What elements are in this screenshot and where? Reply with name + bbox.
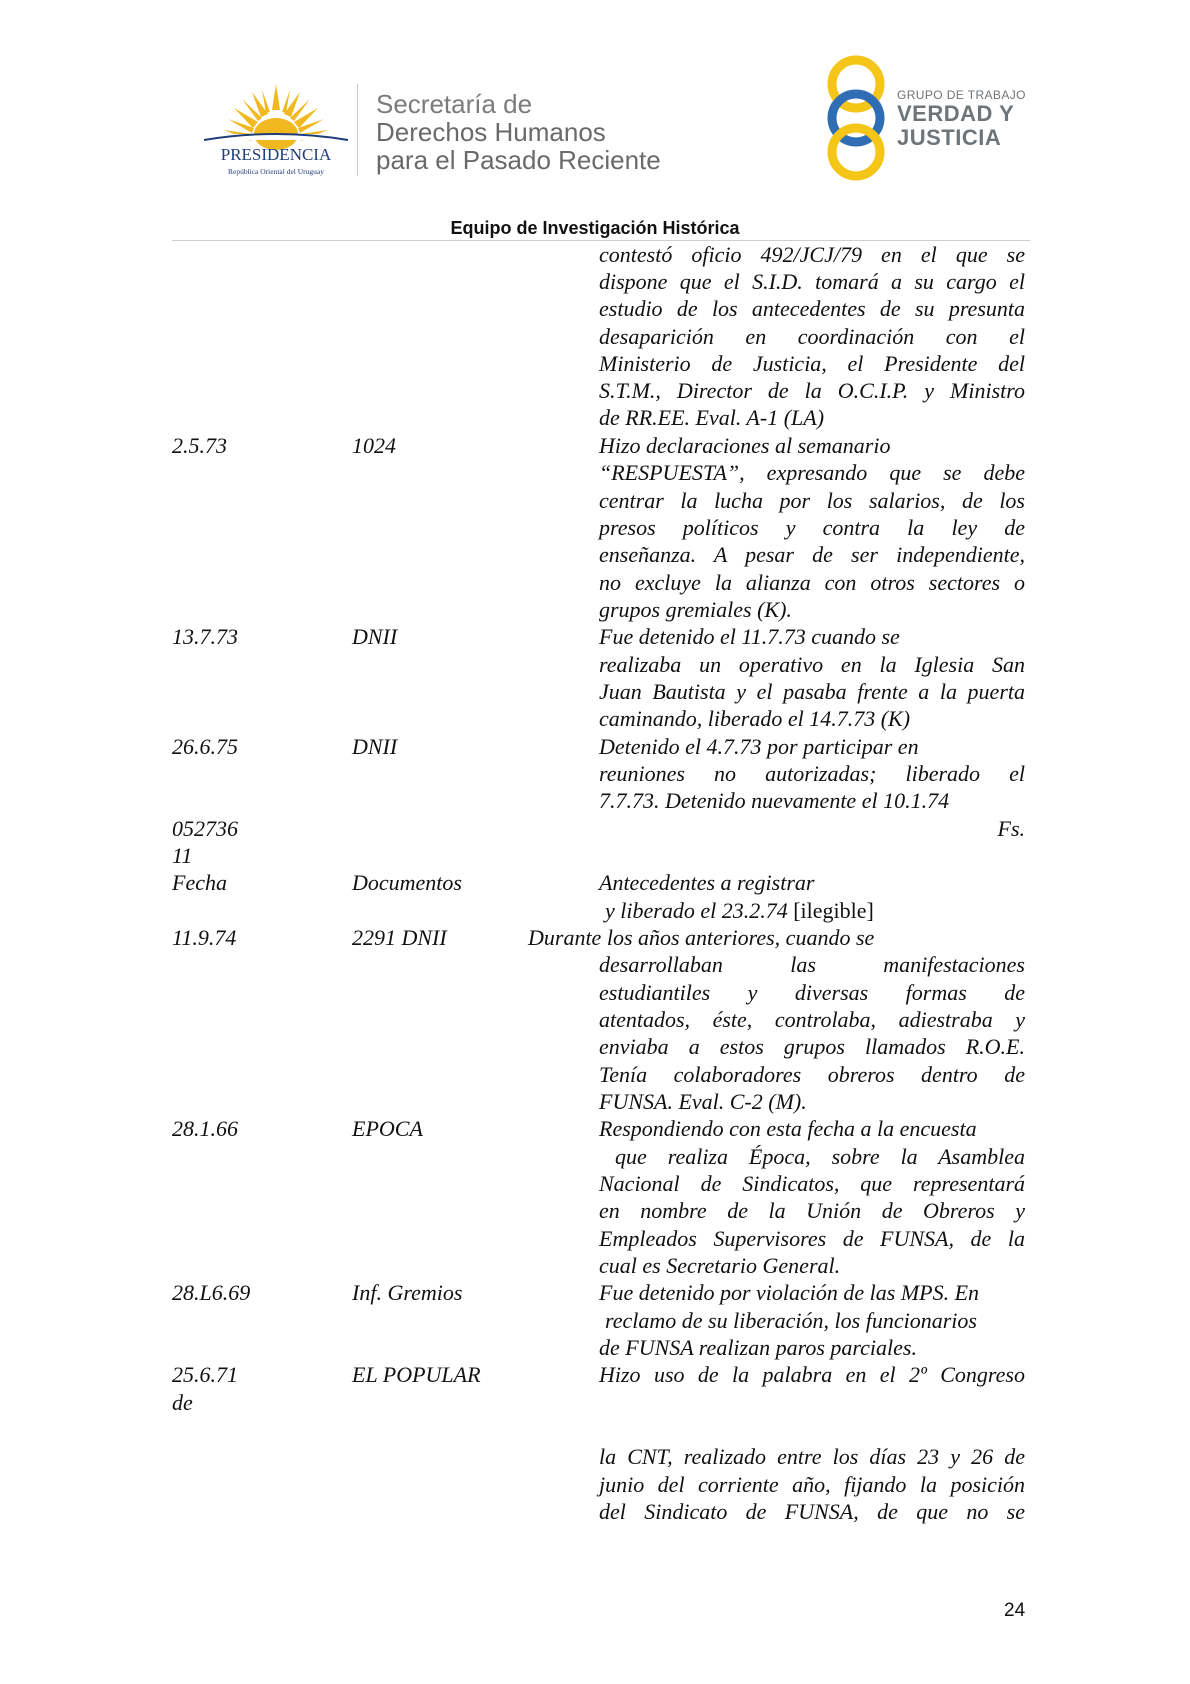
entry-text-line: Hizo uso de la palabra en el 2º Congreso — [599, 1362, 1025, 1387]
entry-text-line: Fue detenido por violación de las MPS. En — [599, 1280, 980, 1305]
republica-wordmark: República Oriental del Uruguay — [227, 167, 325, 176]
entry-text-line: del Sindicato de FUNSA, de que no se — [599, 1499, 1025, 1524]
entry-text-line: Juan Bautista y el pasaba frente a la puerta — [599, 679, 1025, 704]
entry-text-line: de RR.EE. Eval. A-1 (LA) — [599, 405, 825, 430]
entry-text-line: que realiza Época, sobre la Asamblea — [615, 1144, 1025, 1169]
page-number: 24 — [1004, 1600, 1026, 1621]
illegible-note: [ilegible] — [793, 898, 874, 923]
entry-date: 28.1.66 — [172, 1116, 238, 1141]
entry-text-line: Empleados Supervisores de FUNSA, de la — [599, 1226, 1025, 1251]
entry-text-line: centrar la lucha por los salarios, de los — [599, 488, 1025, 513]
entry-text-line: desaparición en coordinación con el — [599, 324, 1025, 349]
entry-text-line: junio del corriente año, fijando la posición — [599, 1472, 1025, 1497]
entry-document: 2291 DNII — [352, 925, 447, 950]
entry-date: 26.6.75 — [172, 734, 238, 759]
entry-code: 11 — [172, 843, 193, 868]
entry-text-line: Detenido el 4.7.73 por participar en — [599, 734, 919, 759]
grupo-line2: VERDAD Y — [897, 101, 1015, 126]
entry-text-line: Ministerio de Justicia, el Presidente del — [599, 351, 1025, 376]
entry-text-line: reclamo de su liberación, los funcionarios — [605, 1308, 977, 1333]
entry-text-line: presos políticos y contra la ley de — [599, 515, 1025, 540]
entry-date: de — [172, 1390, 193, 1415]
entry-text-line: realizaba un operativo en la Iglesia San — [599, 652, 1025, 677]
grupo-line3: JUSTICIA — [897, 125, 1002, 150]
entry-text-line: dispone que el S.I.D. tomará a su cargo el — [599, 269, 1025, 294]
entry-date: 11.9.74 — [172, 925, 237, 950]
entry-date: 25.6.71 — [172, 1362, 238, 1387]
entry-code: 052736 — [172, 816, 238, 841]
entry-text-line: contestó oficio 492/JCJ/79 en el que se — [599, 242, 1025, 267]
entry-text-line: caminando, liberado el 14.7.73 (K) — [599, 706, 911, 731]
entry-document: DNII — [352, 734, 398, 759]
entry-text-line: Tenía colaboradores obreros dentro de — [599, 1062, 1025, 1087]
entry-date: 28.L6.69 — [172, 1280, 251, 1305]
entry-text-line: estudiantiles y diversas formas de — [599, 980, 1025, 1005]
column-header-fecha: Fecha — [172, 870, 227, 895]
entry-date: 13.7.73 — [172, 624, 238, 649]
entry-text-line: enviaba a estos grupos llamados R.O.E. — [599, 1034, 1025, 1059]
entry-text-line: Respondiendo con esta fecha a la encuesta — [599, 1116, 977, 1141]
entry-text-line: S.T.M., Director de la O.C.I.P. y Ministro — [599, 378, 1025, 403]
entry-text-line — [605, 897, 874, 924]
entry-text-line: desarrollaban las manifestaciones — [599, 952, 1025, 977]
entry-date: 2.5.73 — [172, 433, 227, 458]
entry-text-line: en nombre de la Unión de Obreros y — [599, 1198, 1025, 1223]
entry-text-line: Hizo declaraciones al semanario — [599, 433, 891, 458]
entry-text-line: Nacional de Sindicatos, que representará — [599, 1171, 1025, 1196]
column-header-documentos: Documentos — [352, 870, 462, 895]
entry-text-line: reuniones no autorizadas; liberado el — [599, 761, 1025, 786]
secretaria-line3: para el Pasado Reciente — [376, 145, 661, 175]
team-heading: Equipo de Investigación Histórica — [450, 218, 740, 238]
entry-document: EL POPULAR — [352, 1362, 481, 1387]
entry-text-line: cual es Secretario General. — [599, 1253, 841, 1278]
entry-text-line: Durante los años anteriores, cuando se — [528, 925, 875, 950]
entry-document: EPOCA — [352, 1116, 423, 1141]
entry-text-line: Fue detenido el 11.7.73 cuando se — [599, 624, 900, 649]
grupo-line1: GRUPO DE TRABAJO — [897, 88, 1026, 102]
secretaria-line2: Derechos Humanos — [376, 117, 606, 147]
entry-text-line: no excluye la alianza con otros sectores o — [599, 570, 1025, 595]
entry-text-line: atentados, éste, controlaba, adiestraba y — [599, 1007, 1025, 1032]
entry-text-line: “RESPUESTA”, expresando que se debe — [599, 460, 1025, 485]
entry-text-line: 7.7.73. Detenido nuevamente el 10.1.74 — [599, 788, 950, 813]
entry-document: Inf. Gremios — [352, 1280, 463, 1305]
entry-text-line: la CNT, realizado entre los días 23 y 26 de — [599, 1444, 1025, 1469]
entry-document: 1024 — [352, 433, 396, 458]
column-header-antecedentes: Antecedentes a registrar — [599, 870, 815, 895]
entry-text-line: enseñanza. A pesar de ser independiente, — [599, 542, 1025, 567]
secretaria-line1: Secretaría de — [376, 89, 533, 119]
entry-document: DNII — [352, 624, 398, 649]
entry-text-line: FUNSA. Eval. C-2 (M). — [599, 1089, 807, 1114]
entry-text-line: grupos gremiales (K). — [599, 597, 792, 622]
entry-text-line: de FUNSA realizan paros parciales. — [599, 1335, 917, 1360]
presidencia-wordmark: PRESIDENCIA — [220, 145, 332, 164]
entry-text-italic: y liberado el 23.2.74 — [605, 898, 794, 923]
entry-text-line: estudio de los antecedentes de su presunta — [599, 296, 1025, 321]
folio-label: Fs. — [997, 816, 1025, 841]
